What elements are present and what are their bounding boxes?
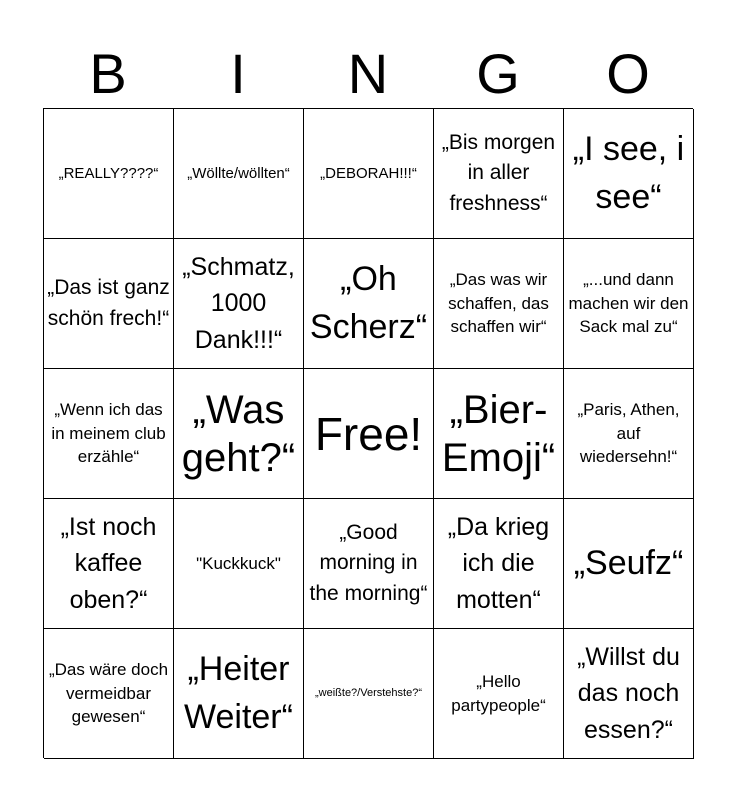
bingo-cell-r5c5[interactable] [564, 629, 694, 759]
cell-text: „Das was wir schaffen, das schaffen wir“ [448, 269, 549, 337]
bingo-card-grid [43, 108, 693, 758]
cell-text: "Kuckkuck" [196, 553, 281, 573]
bingo-cell-r4c4[interactable] [434, 499, 564, 629]
cell-text: „Das wäre doch vermeidbar gewesen“ [48, 659, 169, 727]
bingo-cell-r5c4[interactable] [434, 629, 564, 759]
bingo-cell-r2c1[interactable] [44, 239, 174, 369]
bingo-cell-r2c3[interactable] [304, 239, 434, 369]
header-letter-i: I [230, 42, 246, 105]
header-letter-g: G [476, 42, 520, 105]
header-letter-n: N [347, 42, 389, 105]
bingo-cell-r3c1[interactable] [44, 369, 174, 499]
cell-text: „Was geht?“ [181, 387, 296, 480]
bingo-cell-r3c2[interactable] [174, 369, 304, 499]
cell-text: „Good morning in the morning“ [309, 520, 428, 605]
cell-text: „Wöllte/wöllten“ [187, 164, 290, 182]
bingo-cell-r1c2[interactable] [174, 109, 304, 239]
bingo-cell-r3c5[interactable] [564, 369, 694, 499]
cell-text: „Seufz“ [573, 543, 684, 582]
bingo-cell-r4c1[interactable] [44, 499, 174, 629]
cell-text: „DEBORAH!!!“ [320, 164, 417, 182]
cell-text: „Oh Scherz“ [309, 259, 428, 346]
cell-text: „...und dann machen wir den Sack mal zu“ [568, 269, 689, 337]
bingo-cell-r5c2[interactable] [174, 629, 304, 759]
free-space: Free! [314, 407, 423, 460]
bingo-cell-r2c4[interactable] [434, 239, 564, 369]
bingo-cell-r1c4[interactable] [434, 109, 564, 239]
header-letter-o: O [606, 42, 650, 105]
cell-text: „weißte?/Verstehste?“ [315, 686, 422, 699]
cell-text: „Bier-Emoji“ [441, 387, 556, 480]
cell-text: „Bis morgen in aller freshness“ [441, 130, 556, 215]
bingo-cell-r2c2[interactable] [174, 239, 304, 369]
bingo-cell-r4c3[interactable] [304, 499, 434, 629]
cell-text: „Paris, Athen, auf wiedersehn!“ [577, 399, 680, 467]
cell-text: „Heiter Weiter“ [184, 649, 293, 736]
cell-text: „Wenn ich das in meinem club erzähle“ [51, 399, 166, 467]
cell-text: „Da krieg ich die motten“ [447, 513, 550, 614]
bingo-cell-r3c4[interactable] [434, 369, 564, 499]
cell-text: „Ist noch kaffee oben?“ [60, 513, 157, 614]
cell-text: „Hello partypeople“ [451, 671, 546, 715]
header-letter-b: B [89, 42, 127, 105]
bingo-cell-r3c3[interactable] [304, 369, 434, 499]
cell-text: „REALLY????“ [58, 164, 159, 182]
cell-text: „Schmatz, 1000 Dank!!!“ [182, 253, 295, 354]
bingo-cell-r1c5[interactable] [564, 109, 694, 239]
bingo-cell-r1c3[interactable] [304, 109, 434, 239]
bingo-header [43, 40, 693, 108]
bingo-cell-r5c1[interactable] [44, 629, 174, 759]
bingo-cell-r4c2[interactable] [174, 499, 304, 629]
bingo-cell-r1c1[interactable] [44, 109, 174, 239]
bingo-cell-r2c5[interactable] [564, 239, 694, 369]
cell-text: „Das ist ganz schön frech!“ [47, 276, 170, 330]
cell-text: „I see, i see“ [572, 129, 685, 216]
bingo-cell-r4c5[interactable] [564, 499, 694, 629]
cell-text: „Willst du das noch essen?“ [577, 643, 680, 744]
bingo-cell-r5c3[interactable] [304, 629, 434, 759]
